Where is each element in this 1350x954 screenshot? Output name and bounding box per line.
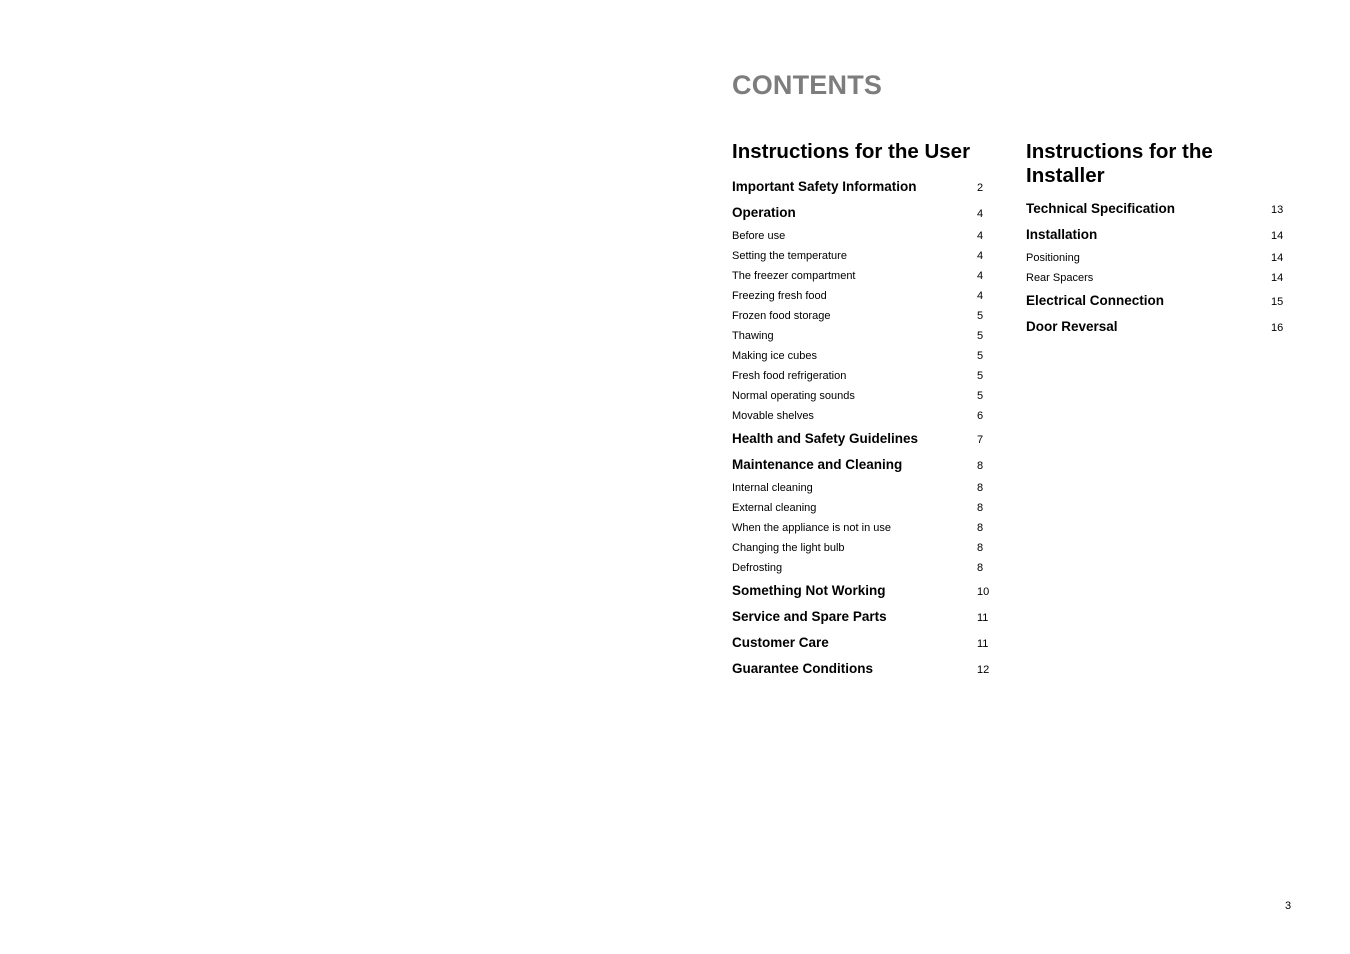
toc-subsection-entry bbox=[732, 226, 990, 246]
toc-subsection-entry bbox=[732, 386, 990, 406]
toc-section-entry bbox=[732, 630, 990, 656]
toc-entry-page: 5 bbox=[977, 350, 984, 362]
toc-subsection-entry bbox=[732, 266, 990, 286]
toc-entry-label: Fresh food refrigeration bbox=[732, 370, 847, 382]
toc-entry-label: Guarantee Conditions bbox=[732, 661, 874, 676]
toc-entry-label: The freezer compartment bbox=[732, 270, 856, 282]
toc-entry-page: 8 bbox=[977, 542, 984, 554]
toc-entry-label: Electrical Connection bbox=[1026, 293, 1165, 308]
toc-subsection-entry bbox=[732, 478, 990, 498]
toc-entry-page: 5 bbox=[977, 310, 984, 322]
toc-entry-page: 5 bbox=[977, 390, 984, 402]
toc-subsection-entry bbox=[732, 346, 990, 366]
toc-section-entry bbox=[732, 656, 990, 682]
toc-entry-label: Normal operating sounds bbox=[732, 390, 855, 402]
toc-entry-page: 12 bbox=[977, 664, 990, 676]
toc-entry-label: Changing the light bulb bbox=[732, 542, 845, 554]
toc-entry-label: Frozen food storage bbox=[732, 310, 831, 322]
toc-subsection-entry bbox=[732, 558, 990, 578]
toc-entry-label: Maintenance and Cleaning bbox=[732, 457, 903, 472]
toc-subsection-entry bbox=[732, 326, 990, 346]
toc-entry-page: 4 bbox=[977, 290, 984, 302]
toc-entry-page: 4 bbox=[977, 270, 984, 282]
toc-section-entry bbox=[1026, 222, 1284, 248]
toc-entry-page: 11 bbox=[977, 612, 989, 624]
toc-subsection-entry bbox=[732, 538, 990, 558]
toc-entry-page: 14 bbox=[1271, 272, 1284, 284]
toc-entry-label: Freezing fresh food bbox=[732, 290, 827, 302]
toc-subsection-entry bbox=[732, 498, 990, 518]
toc-entry-page: 4 bbox=[977, 208, 984, 220]
toc-entry-page: 15 bbox=[1271, 296, 1284, 308]
user-toc-list bbox=[732, 174, 990, 682]
toc-entry-page: 2 bbox=[977, 182, 984, 194]
toc-entry-page: 11 bbox=[977, 638, 989, 650]
toc-section-entry bbox=[732, 452, 990, 478]
toc-entry-page: 13 bbox=[1271, 204, 1284, 216]
toc-subsection-entry bbox=[732, 246, 990, 266]
toc-entry-page: 7 bbox=[977, 434, 984, 446]
toc-entry-label: Customer Care bbox=[732, 635, 829, 650]
toc-entry-page: 14 bbox=[1271, 230, 1284, 242]
page-title: CONTENTS bbox=[732, 70, 883, 100]
page-number: 3 bbox=[1285, 900, 1292, 912]
toc-subsection-entry bbox=[1026, 268, 1284, 288]
toc-entry-page: 5 bbox=[977, 330, 984, 342]
toc-subsection-entry bbox=[732, 306, 990, 326]
toc-entry-label: Defrosting bbox=[732, 562, 783, 574]
toc-entry-label: When the appliance is not in use bbox=[732, 522, 891, 534]
toc-entry-label: Health and Safety Guidelines bbox=[732, 431, 919, 446]
toc-subsection-entry bbox=[732, 518, 990, 538]
toc-entry-label: Door Reversal bbox=[1026, 319, 1118, 334]
toc-entry-label: Important Safety Information bbox=[732, 179, 917, 194]
toc-entry-label: Setting the temperature bbox=[732, 250, 847, 262]
toc-entry-page: 16 bbox=[1271, 322, 1284, 334]
user-instructions-column bbox=[732, 140, 990, 682]
toc-entry-label: Thawing bbox=[732, 330, 774, 342]
toc-entry-page: 5 bbox=[977, 370, 984, 382]
toc-entry-page: 10 bbox=[977, 586, 990, 598]
toc-section-entry bbox=[732, 174, 990, 200]
toc-entry-label: Technical Specification bbox=[1026, 201, 1176, 216]
toc-entry-page: 8 bbox=[977, 522, 984, 534]
toc-section-entry bbox=[732, 200, 990, 226]
installer-instructions-heading: Instructions for the Installer bbox=[1026, 140, 1213, 187]
toc-subsection-entry bbox=[1026, 248, 1284, 268]
toc-entry-label: Before use bbox=[732, 230, 786, 242]
toc-subsection-entry bbox=[732, 366, 990, 386]
toc-section-entry bbox=[732, 426, 990, 452]
toc-subsection-entry bbox=[732, 406, 990, 426]
user-instructions-heading: Instructions for the User bbox=[732, 140, 971, 163]
toc-section-entry bbox=[1026, 314, 1284, 340]
toc-entry-page: 14 bbox=[1271, 252, 1284, 264]
toc-entry-label: Service and Spare Parts bbox=[732, 609, 887, 624]
toc-section-entry bbox=[732, 578, 990, 604]
toc-section-entry bbox=[1026, 196, 1284, 222]
toc-entry-page: 8 bbox=[977, 562, 984, 574]
toc-entry-page: 8 bbox=[977, 482, 984, 494]
toc-entry-page: 8 bbox=[977, 502, 984, 514]
toc-entry-page: 8 bbox=[977, 460, 984, 472]
toc-entry-label: Making ice cubes bbox=[732, 350, 817, 362]
toc-entry-page: 4 bbox=[977, 230, 984, 242]
toc-entry-label: External cleaning bbox=[732, 502, 817, 514]
toc-entry-label: Internal cleaning bbox=[732, 482, 813, 494]
toc-entry-label: Something Not Working bbox=[732, 583, 886, 598]
toc-section-entry bbox=[732, 604, 990, 630]
toc-entry-page: 6 bbox=[977, 410, 984, 422]
toc-entry-label: Rear Spacers bbox=[1026, 272, 1094, 284]
installer-toc-list bbox=[1026, 196, 1284, 340]
toc-entry-label: Operation bbox=[732, 205, 796, 220]
toc-entry-label: Positioning bbox=[1026, 252, 1080, 264]
installer-instructions-column bbox=[1026, 140, 1284, 340]
toc-section-entry bbox=[1026, 288, 1284, 314]
toc-subsection-entry bbox=[732, 286, 990, 306]
toc-entry-label: Movable shelves bbox=[732, 410, 814, 422]
toc-entry-page: 4 bbox=[977, 250, 984, 262]
toc-entry-label: Installation bbox=[1026, 227, 1098, 242]
